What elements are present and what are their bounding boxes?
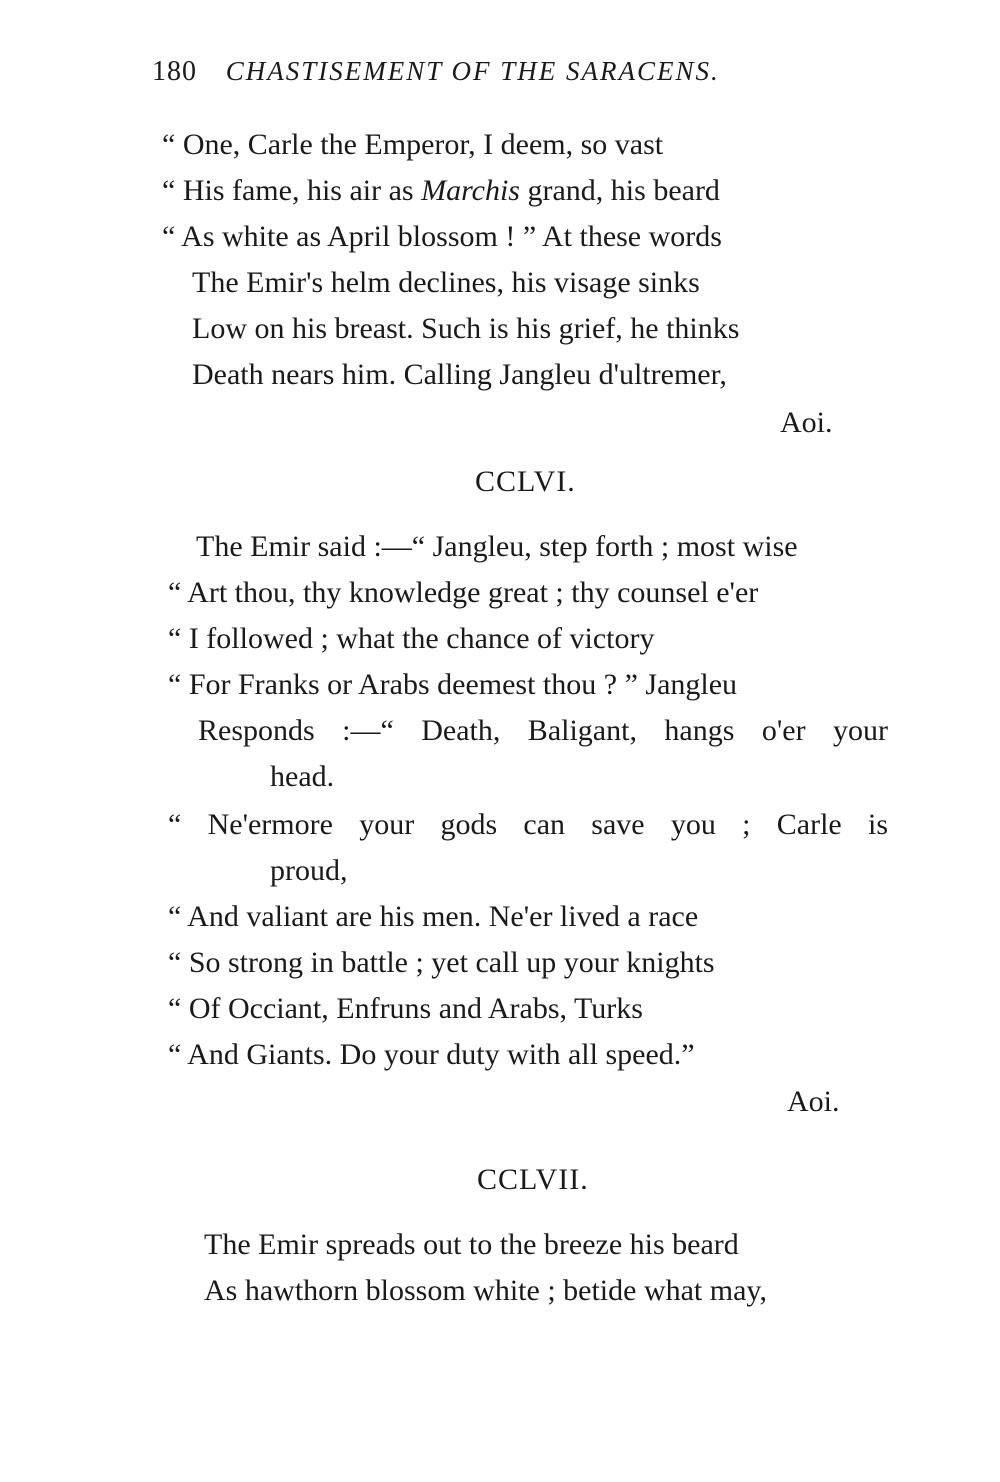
verse-line: The Emir said :—“ Jangleu, step forth ; most wise — [196, 530, 798, 563]
stanza-heading: CCLVII. — [477, 1163, 589, 1196]
verse-line: “ As white as April blossom ! ” At these words — [162, 220, 722, 253]
refrain-aoi: Aoi. — [780, 406, 833, 439]
verse-line: “ So strong in battle ; yet call up your knights — [168, 946, 715, 979]
verse-line: “ One, Carle the Emperor, I deem, so vast — [162, 128, 664, 161]
verse-line: “ I followed ; what the chance of victory — [168, 622, 655, 655]
verse-line: The Emir's helm declines, his visage sinks — [192, 266, 700, 299]
verse-line: As hawthorn blossom white ; betide what may, — [204, 1274, 767, 1307]
verse-text: grand, his beard — [527, 174, 720, 207]
verse-line: “ Of Occiant, Enfruns and Arabs, Turks — [168, 992, 643, 1025]
verse-text: His fame, his air as — [182, 174, 414, 207]
quote-mark: “ — [162, 174, 176, 207]
stanza-heading: CCLVI. — [475, 465, 576, 498]
verse-line: Low on his breast. Such is his grief, he thinks — [192, 312, 740, 345]
page-number: 180 — [152, 56, 197, 87]
verse-line: The Emir spreads out to the breeze his beard — [204, 1228, 739, 1261]
italic-term: Marchis — [421, 174, 520, 207]
verse-line: “ For Franks or Arabs deemest thou ? ” Jangleu — [168, 668, 738, 701]
running-header — [152, 56, 720, 88]
verse-line: Death nears him. Calling Jangleu d'ultremer, — [192, 358, 727, 391]
verse-line-continuation: head. — [270, 760, 335, 793]
verse-line — [162, 173, 720, 209]
verse-line: “ And Giants. Do your duty with all speed.” — [168, 1038, 695, 1071]
running-title: CHASTISEMENT OF THE SARACENS. — [225, 56, 720, 86]
refrain-aoi: Aoi. — [787, 1085, 840, 1118]
verse-line: Responds :—“ Death, Baligant, hangs o'er your — [198, 714, 888, 747]
verse-line: “ And valiant are his men. Ne'er lived a race — [168, 900, 699, 933]
verse-line-continuation: proud, — [270, 854, 348, 887]
verse-line: “ Art thou, thy knowledge great ; thy counsel e'er — [168, 576, 759, 609]
verse-line: “ Ne'ermore your gods can save you ; Carle is — [168, 808, 888, 841]
